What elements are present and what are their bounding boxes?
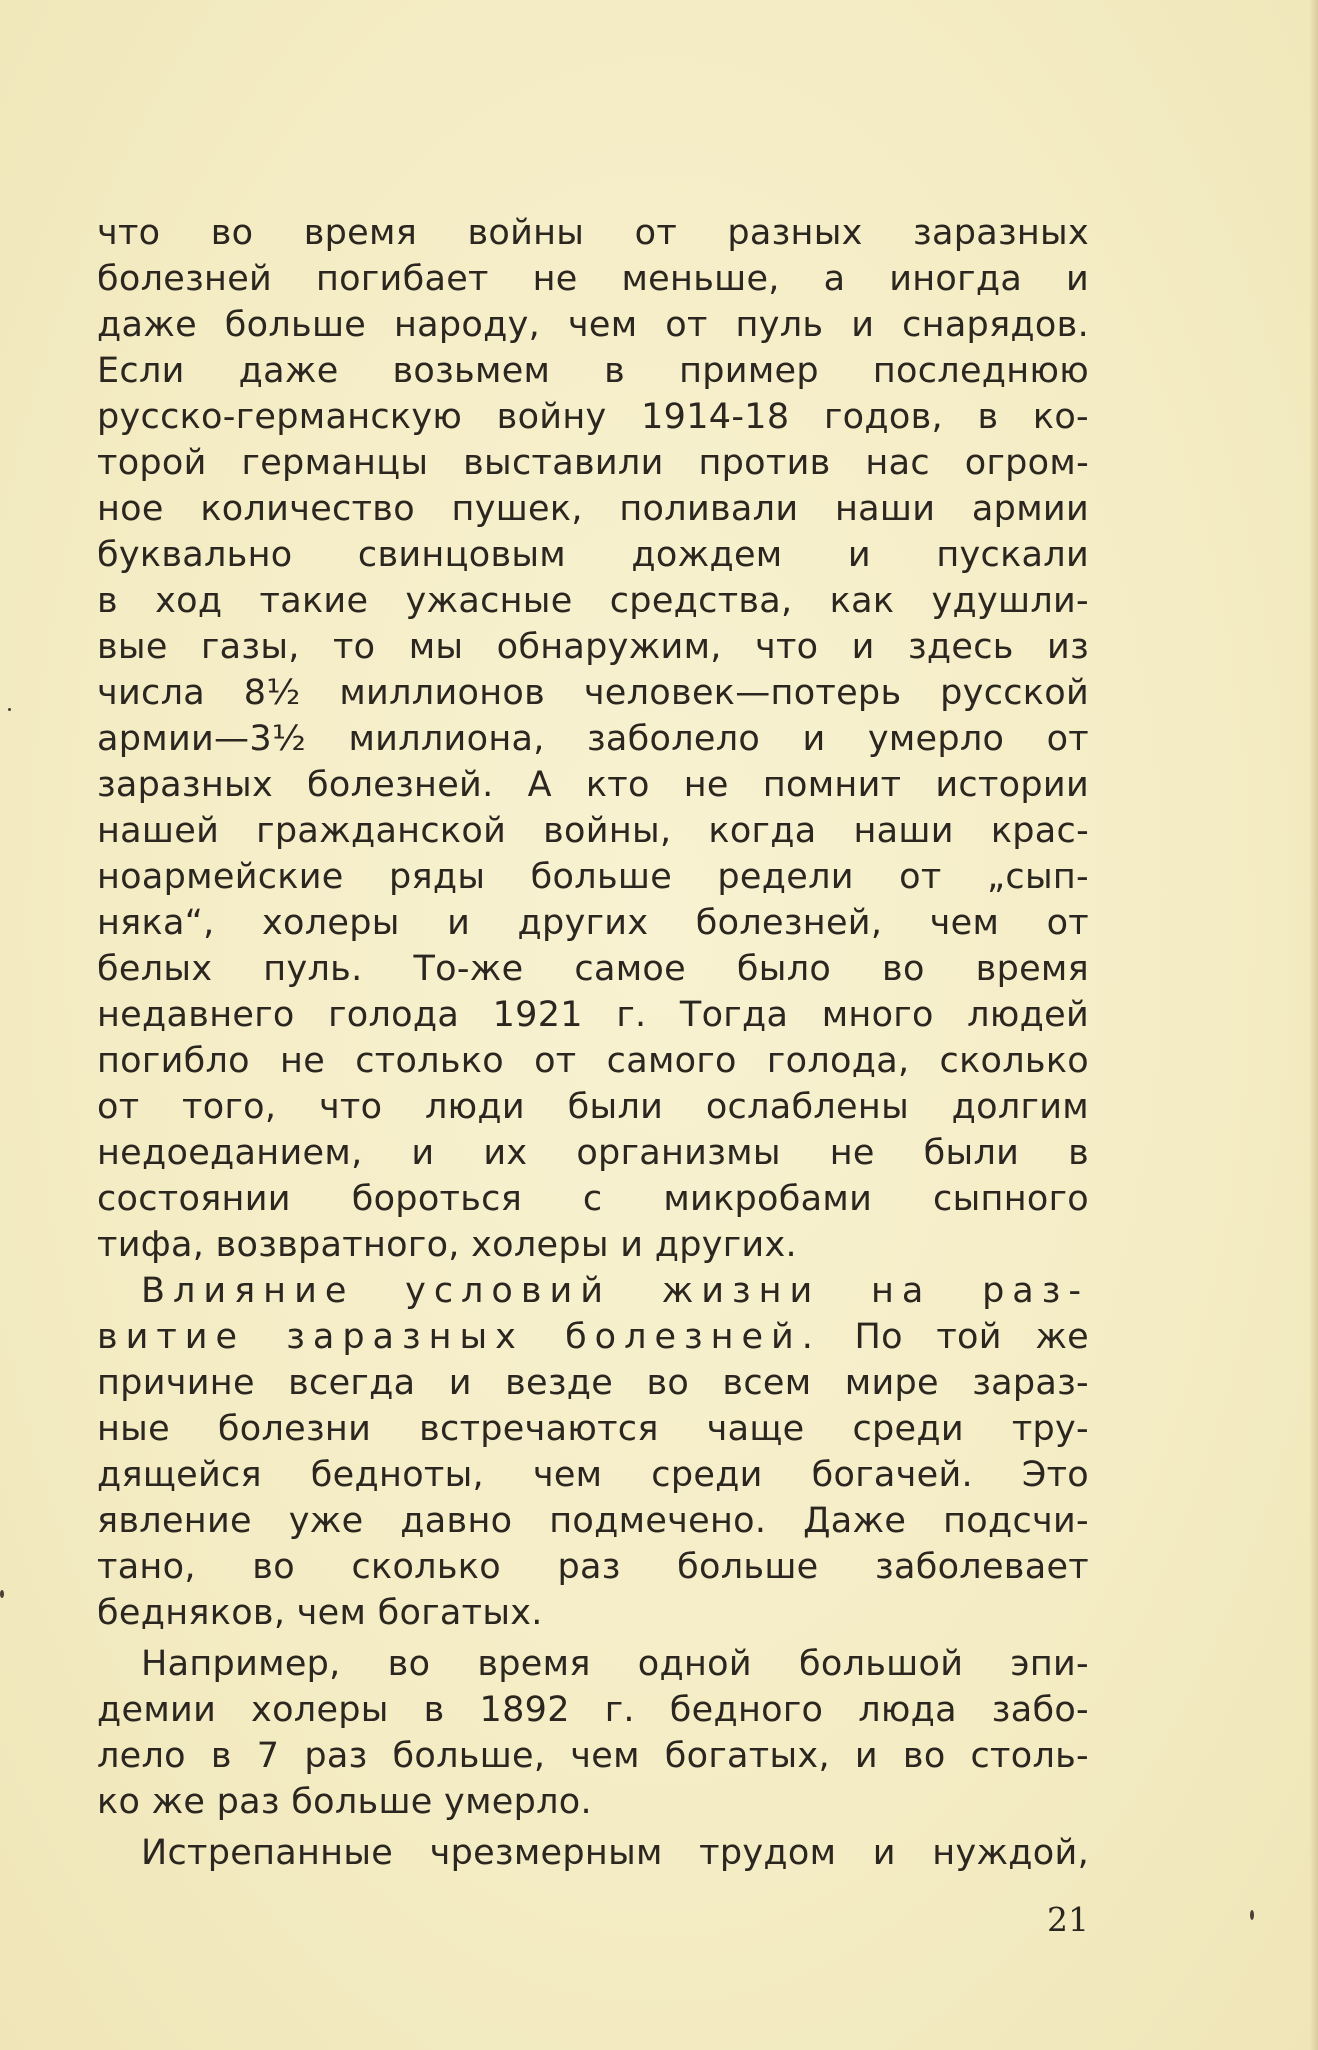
text-line: белых пуль. То-же самое было во время <box>97 949 1089 989</box>
text-line: русско-германскую войну 1914-18 годов, в ко- <box>97 397 1089 437</box>
section-heading-line: Влияние условий жизни на раз- <box>141 1271 1089 1311</box>
text-line: демии холеры в 1892 г. бедного люда забо- <box>97 1690 1089 1730</box>
text-line: тано, во сколько раз больше заболевает <box>97 1547 1089 1587</box>
paper-speck <box>0 1590 4 1598</box>
section-heading-continuation: По той же <box>820 1317 1089 1357</box>
text-line: что во время войны от разных заразных <box>97 213 1089 253</box>
paper-speck <box>1250 1910 1254 1920</box>
text-line: вые газы, то мы обнаружим, что и здесь из <box>97 627 1089 667</box>
paper-speck <box>8 708 11 711</box>
text-line: недавнего голода 1921 г. Тогда много людей <box>97 995 1089 1035</box>
page-edge-shadow <box>1310 0 1318 2050</box>
text-line: Если даже возьмем в пример последнюю <box>97 351 1089 391</box>
text-line: дящейся бедноты, чем среди богачей. Это <box>97 1455 1089 1495</box>
text-line: нашей гражданской войны, когда наши крас- <box>97 811 1089 851</box>
text-line: лело в 7 раз больше, чем богатых, и во столь- <box>97 1736 1089 1776</box>
text-line: причине всегда и везде во всем мире зараз- <box>97 1363 1089 1403</box>
text-line: ноармейские ряды больше редели от „сып- <box>97 857 1089 897</box>
text-line: торой германцы выставили против нас огром- <box>97 443 1089 483</box>
text-line: бедняков, чем богатых. <box>97 1593 543 1633</box>
text-line: Истрепанные чрезмерным трудом и нуждой, <box>141 1833 1089 1873</box>
text-line: погибло не столько от самого голода, сколько <box>97 1041 1089 1081</box>
text-line: явление уже давно подмечено. Даже подсчи- <box>97 1501 1089 1541</box>
section-heading-emphasis: витие заразных болезней. <box>97 1317 821 1357</box>
section-heading-line <box>97 1314 1089 1360</box>
text-line: заразных болезней. А кто не помнит истории <box>97 765 1089 805</box>
text-line: от того, что люди были ослаблены долгим <box>97 1087 1089 1127</box>
text-line: даже больше народу, чем от пуль и снарядов. <box>97 305 1089 345</box>
text-line: Например, во время одной большой эпи- <box>141 1644 1089 1684</box>
text-line: состоянии бороться с микробами сыпного <box>97 1179 1089 1219</box>
text-line: армии—3½ миллиона, заболело и умерло от <box>97 719 1089 759</box>
body-text <box>97 210 1089 1876</box>
text-line: ко же раз больше умерло. <box>97 1782 592 1822</box>
text-line: ное количество пушек, поливали наши армии <box>97 489 1089 529</box>
text-line: буквально свинцовым дождем и пускали <box>97 535 1089 575</box>
text-line: ные болезни встречаются чаще среди тру- <box>97 1409 1089 1449</box>
text-line: в ход такие ужасные средства, как удушли- <box>97 581 1089 621</box>
text-line: недоеданием, и их организмы не были в <box>97 1133 1089 1173</box>
page-number: 21 <box>1047 1900 1089 1939</box>
text-line: няка“, холеры и других болезней, чем от <box>97 903 1089 943</box>
text-line: тифа, возвратного, холеры и других. <box>97 1225 797 1265</box>
text-line: болезней погибает не меньше, а иногда и <box>97 259 1089 299</box>
text-line: числа 8½ миллионов человек—потерь русской <box>97 673 1089 713</box>
